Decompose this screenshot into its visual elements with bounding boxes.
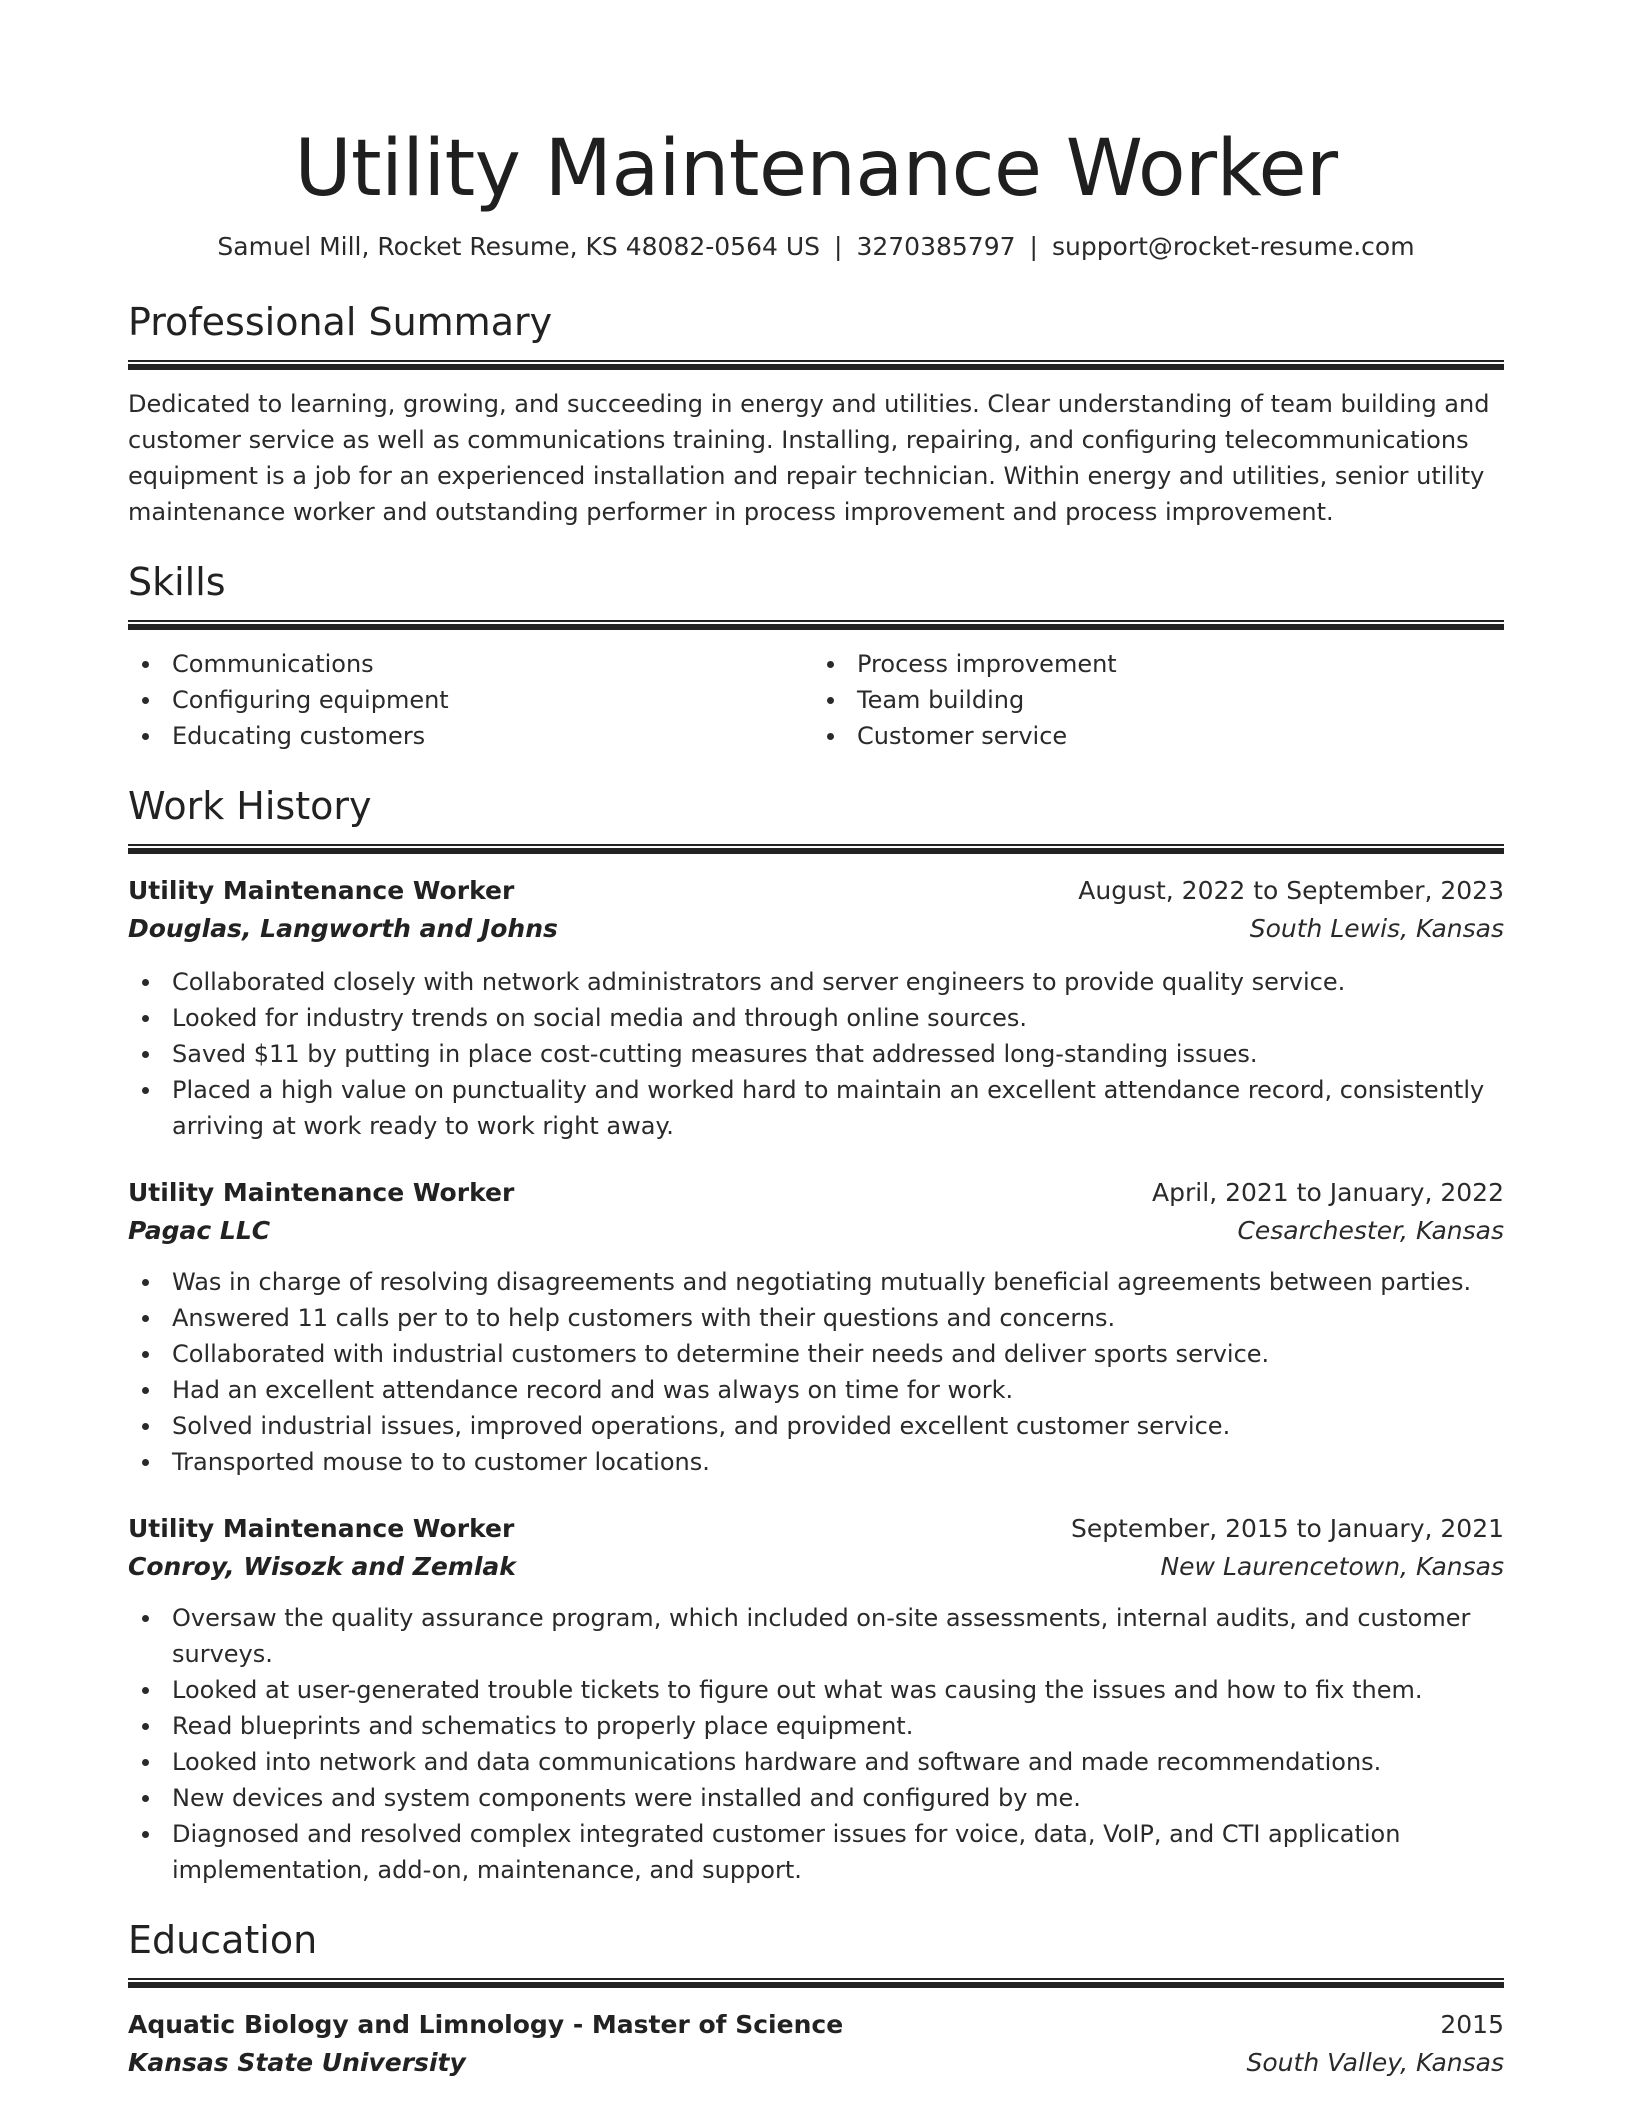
skills-section: [128, 558, 1504, 754]
job-entry: [128, 1174, 1504, 1480]
work-title: Work History: [128, 784, 372, 828]
job-dates: April, 2021 to January, 2022: [1152, 1178, 1504, 1207]
education-location: South Valley, Kansas: [1246, 2048, 1504, 2077]
section-divider: [128, 360, 1504, 370]
contact-phone: 3270385797: [856, 232, 1016, 261]
contact-separator: |: [834, 232, 843, 261]
job-bullet: Transported mouse to to customer locations.: [128, 1444, 1504, 1480]
job-bullet: Looked into network and data communications hardware and software and made recommendations.: [128, 1744, 1504, 1780]
job-header: [128, 872, 1504, 910]
job-subheader: [128, 1548, 1504, 1586]
education-entry: [128, 2006, 1504, 2082]
job-header: [128, 1510, 1504, 1548]
job-bullet: Collaborated with industrial customers to determine their needs and deliver sports service.: [128, 1336, 1504, 1372]
skill-item: Customer service: [813, 718, 1504, 754]
resume-page: [128, 120, 1504, 2082]
job-bullet: Was in charge of resolving disagreements and negotiating mutually beneficial agreements between parties.: [128, 1264, 1504, 1300]
job-location: New Laurencetown, Kansas: [1160, 1552, 1504, 1581]
job-company: Pagac LLC: [128, 1216, 271, 1245]
job-title: Utility Maintenance Worker: [128, 876, 515, 905]
job-entry: [128, 872, 1504, 1144]
job-company: Douglas, Langworth and Johns: [128, 914, 558, 943]
job-subheader: [128, 1212, 1504, 1250]
job-bullet: Read blueprints and schematics to properly place equipment.: [128, 1708, 1504, 1744]
work-section: [128, 782, 1504, 1888]
job-location: South Lewis, Kansas: [1249, 914, 1504, 943]
education-section: [128, 1916, 1504, 2082]
summary-title: Professional Summary: [128, 300, 553, 344]
summary-section: [128, 298, 1504, 530]
job-bullet: Oversaw the quality assurance program, which included on-site assessments, internal audits, and customer surveys.: [128, 1600, 1504, 1672]
job-location: Cesarchester, Kansas: [1237, 1216, 1504, 1245]
skills-title: Skills: [128, 560, 226, 604]
resume-name: Utility Maintenance Worker: [294, 124, 1338, 214]
education-degree: Aquatic Biology and Limnology - Master of Science: [128, 2010, 844, 2039]
education-school: Kansas State University: [128, 2048, 466, 2077]
skill-item: Communications: [128, 646, 816, 682]
job-header: [128, 1174, 1504, 1212]
education-header: [128, 2006, 1504, 2044]
job-bullets: [128, 964, 1504, 1144]
job-bullet: Placed a high value on punctuality and worked hard to maintain an excellent attendance record, consistently arriving at work ready to work right away.: [128, 1072, 1504, 1144]
skill-item: Process improvement: [813, 646, 1504, 682]
job-bullets: [128, 1264, 1504, 1480]
job-bullet: Collaborated closely with network administrators and server engineers to provide quality service.: [128, 964, 1504, 1000]
contact-line: [128, 230, 1504, 264]
job-bullet: Looked for industry trends on social media and through online sources.: [128, 1000, 1504, 1036]
section-divider: [128, 844, 1504, 854]
job-bullets: [128, 1600, 1504, 1888]
skill-item: Team building: [813, 682, 1504, 718]
skills-column-left: [128, 646, 816, 754]
job-company: Conroy, Wisozk and Zemlak: [128, 1552, 516, 1581]
job-title: Utility Maintenance Worker: [128, 1514, 515, 1543]
job-title: Utility Maintenance Worker: [128, 1178, 515, 1207]
job-bullet: Saved $11 by putting in place cost-cutting measures that addressed long-standing issues.: [128, 1036, 1504, 1072]
job-bullet: Answered 11 calls per to to help customers with their questions and concerns.: [128, 1300, 1504, 1336]
summary-text: Dedicated to learning, growing, and succeeding in energy and utilities. Clear understanding of team building and customer service as well as communications training. Installing, repairing, and configuring telecommunications equipment is a job for an experienced installation and repair technician. Within energy and utilities, senior utility maintenance worker and outstanding performer in process improvement and process improvement.: [128, 390, 1490, 526]
job-bullet: New devices and system components were installed and configured by me.: [128, 1780, 1504, 1816]
section-divider: [128, 1978, 1504, 1988]
skills-column-right: [816, 646, 1504, 754]
skill-item: Configuring equipment: [128, 682, 816, 718]
job-bullet: Looked at user-generated trouble tickets to figure out what was causing the issues and how to fix them.: [128, 1672, 1504, 1708]
job-subheader: [128, 910, 1504, 948]
job-bullet: Solved industrial issues, improved operations, and provided excellent customer service.: [128, 1408, 1504, 1444]
skill-item: Educating customers: [128, 718, 816, 754]
education-subheader: [128, 2044, 1504, 2082]
education-title: Education: [128, 1918, 318, 1962]
job-dates: August, 2022 to September, 2023: [1078, 876, 1504, 905]
section-divider: [128, 620, 1504, 630]
education-year: 2015: [1440, 2010, 1504, 2039]
contact-address: Samuel Mill, Rocket Resume, KS 48082-0564 US: [217, 232, 821, 261]
contact-separator: |: [1029, 232, 1038, 261]
job-bullet: Diagnosed and resolved complex integrated customer issues for voice, data, VoIP, and CTI application implementation, add-on, maintenance, and support.: [128, 1816, 1504, 1888]
job-dates: September, 2015 to January, 2021: [1071, 1514, 1504, 1543]
contact-email: support@rocket-resume.com: [1051, 232, 1415, 261]
job-entry: [128, 1510, 1504, 1888]
job-bullet: Had an excellent attendance record and was always on time for work.: [128, 1372, 1504, 1408]
skills-list: [128, 646, 1504, 754]
